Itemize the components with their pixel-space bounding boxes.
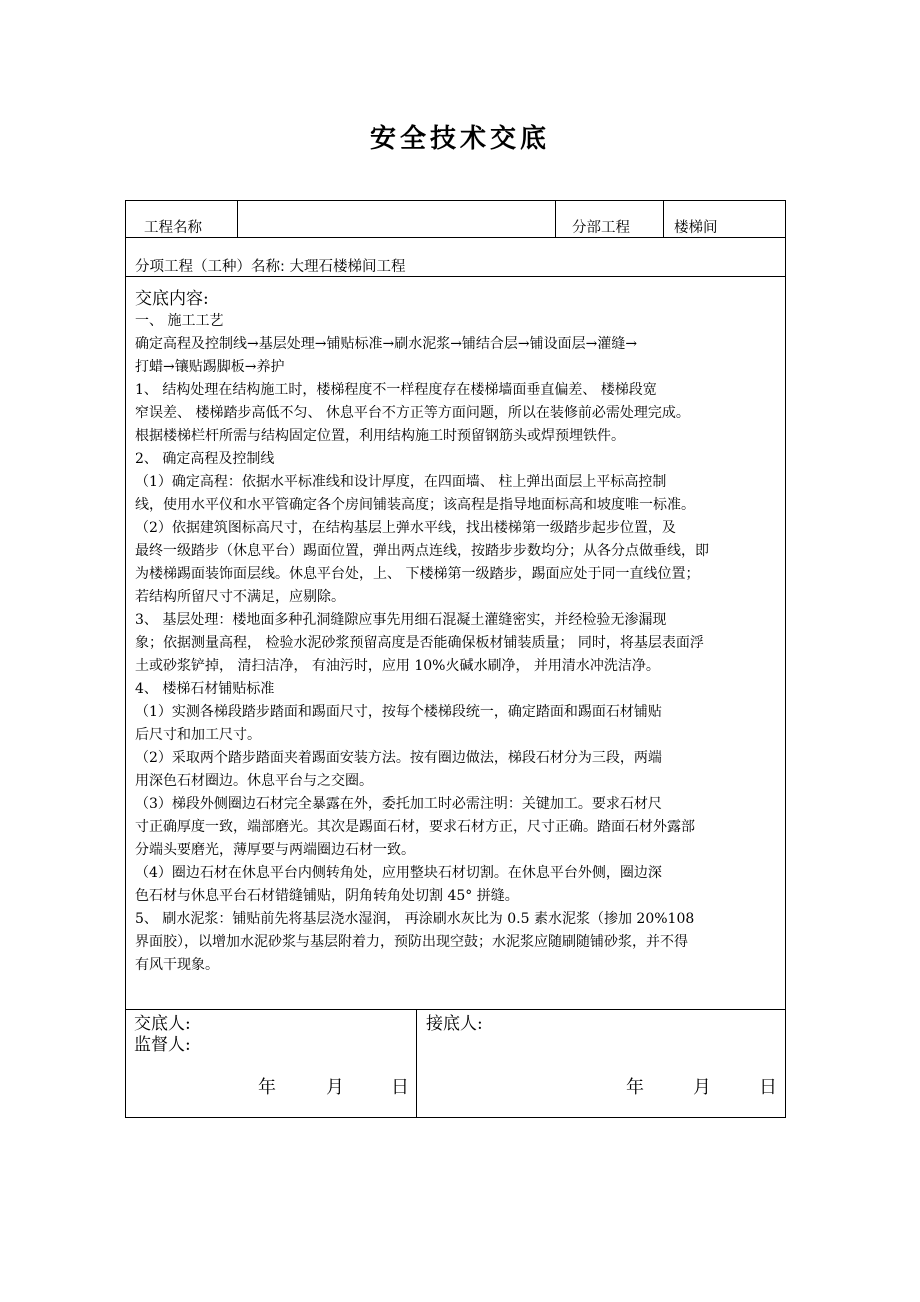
content-line: 界面胶），以增加水泥砂浆与基层附着力，预防出现空鼓；水泥浆应随刷随铺砂浆，并不得	[135, 934, 688, 950]
document-title: 安全技术交底	[369, 124, 550, 154]
content-line: 5、 刷水泥浆：铺贴前先将基层浇水湿润， 再涂刷水灰比为 0.5 素水泥浆（掺加 20%108	[135, 911, 695, 927]
col-divider-footer	[416, 1009, 417, 1117]
content-line: （3）梯段外侧圈边石材完全暴露在外，委托加工时必需注明：关键加工。要求石材尺	[135, 796, 662, 812]
col-divider-2	[555, 201, 556, 237]
right-day-label: 日	[759, 1077, 777, 1098]
content-line: 确定高程及控制线→基层处理→铺贴标准→刷水泥浆→铺结合层→铺设面层→灌缝→	[135, 336, 638, 352]
division-label: 分部工程	[572, 220, 630, 236]
content-line: 色石材与休息平台石材错缝铺贴，阴角转角处切割 45° 拼缝。	[135, 888, 519, 904]
left-day-label: 日	[391, 1077, 409, 1098]
content-line: 2、 确定高程及控制线	[135, 451, 275, 467]
content-line: 寸正确厚度一致，端部磨光。其次是踢面石材，要求石材方正，尺寸正确。踏面石材外露部	[135, 819, 695, 835]
right-year-label: 年	[626, 1077, 644, 1098]
content-line: 象；依据测量高程， 检验水泥砂浆预留高度是否能确保板材铺装质量； 同时，将基层表面浮	[135, 635, 704, 651]
content-line: 一、 施工工艺	[135, 313, 224, 329]
division-value[interactable]: 楼梯间	[674, 220, 718, 236]
content-line: （2）采取两个踏步踏面夹着踢面安装方法。按有圈边做法，梯段石材分为三段，两端	[135, 750, 662, 766]
content-line: 根据楼梯栏杆所需与结构固定位置，利用结构施工时预留钢筋头或焊预埋铁件。	[135, 428, 625, 444]
row-divider-1	[126, 237, 785, 238]
col-divider-3	[663, 201, 664, 237]
disclosure-table	[125, 200, 786, 1118]
content-line: 为楼梯踢面装饰面层线。休息平台处，上、 下楼梯第一级踏步，踢面应处于同一直线位置；	[135, 566, 700, 582]
content-line: （4）圈边石材在休息平台内侧转角处，应用整块石材切割。在休息平台外侧，圈边深	[135, 865, 662, 881]
content-line: 4、 楼梯石材铺贴标准	[135, 681, 275, 697]
content-line: 3、 基层处理：楼地面多种孔洞缝隙应事先用细石混凝土灌缝密实，并经检验无渗漏现	[135, 612, 667, 628]
content-line: 线，使用水平仪和水平管确定各个房间铺装高度；该高程是指导地面标高和坡度唯一标准。	[135, 497, 695, 513]
discloser-label: 交底人:	[134, 1014, 191, 1034]
content-line: （2）依据建筑图标高尺寸，在结构基层上弹水平线，找出楼梯第一级踏步起步位置，及	[135, 520, 676, 536]
content-line: （1）实测各梯段踏步踏面和踢面尺寸，按每个楼梯段统一，确定踏面和踢面石材铺贴	[135, 704, 662, 720]
project-name-label: 工程名称	[144, 220, 202, 236]
right-month-label: 月	[693, 1077, 711, 1098]
content-line: 最终一级踏步（休息平台）踢面位置，弹出两点连线，按踏步步数均分；从各分点做垂线，即	[135, 543, 709, 559]
content-line: 后尺寸和加工尺寸。	[135, 727, 261, 743]
content-heading: 交底内容:	[135, 289, 209, 309]
content-line: 窄误差、 楼梯踏步高低不匀、 休息平台不方正等方面问题，所以在装修前必需处理完成。	[135, 405, 690, 421]
row-divider-2	[126, 276, 785, 277]
content-line: 用深色石材圈边。休息平台与之交圈。	[135, 773, 373, 789]
supervisor-label: 监督人:	[134, 1035, 191, 1055]
col-divider-1	[237, 201, 238, 237]
row-divider-3	[126, 1009, 785, 1010]
content-line: （1）确定高程：依据水平标准线和设计厚度，在四面墙、 柱上弹出面层上平标高控制	[135, 474, 667, 490]
disclosure-content	[135, 289, 777, 977]
content-line: 有风干现象。	[135, 957, 219, 973]
content-line: 土或砂浆铲掉， 清扫洁净， 有油污时，应用 10%火碱水刷净， 并用清水冲洗洁净。	[135, 658, 660, 674]
content-line: 1、 结构处理在结构施工时，楼梯程度不一样程度存在楼梯墙面垂直偏差、 楼梯段宽	[135, 382, 657, 398]
left-year-label: 年	[258, 1077, 276, 1098]
subproject-name: 分项工程（工种）名称: 大理石楼梯间工程	[135, 259, 406, 275]
receiver-label: 接底人:	[426, 1014, 483, 1034]
content-line: 打蜡→镶贴踢脚板→养护	[135, 359, 285, 375]
content-line: 若结构所留尺寸不满足，应剔除。	[135, 589, 345, 605]
content-line: 分端头要磨光，薄厚要与两端圈边石材一致。	[135, 842, 415, 858]
left-month-label: 月	[326, 1077, 344, 1098]
